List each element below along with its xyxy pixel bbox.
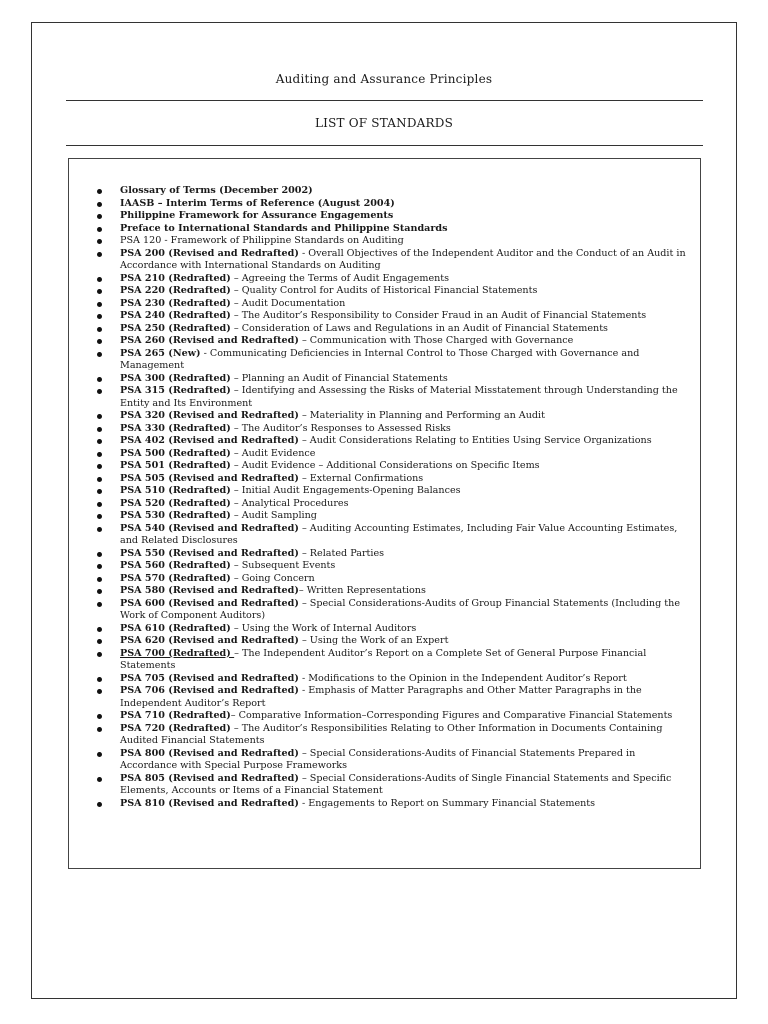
standard-description: – Using the Work of an Expert (298, 635, 449, 646)
standard-code: PSA 600 (Revised and Redrafted) (120, 597, 299, 609)
list-item (69, 373, 700, 386)
bullet-icon (97, 452, 102, 457)
standard-code: PSA 705 (Revised and Redrafted) (120, 672, 299, 684)
bullet-icon (97, 314, 102, 319)
bullet-icon (97, 652, 102, 657)
bullet-icon (97, 639, 102, 644)
list-item (69, 423, 700, 436)
list-item (69, 210, 700, 223)
standard-code: PSA 530 (Redrafted) (120, 510, 231, 521)
standard-code: Glossary of Terms (December 2002) (120, 185, 313, 196)
list-item (69, 798, 700, 811)
standard-code: PSA 210 (Redrafted) (120, 272, 231, 284)
standard-description: - Engagements to Report on Summary Financial Statements (298, 797, 596, 809)
standard-code: PSA 260 (Revised and Redrafted) (120, 335, 299, 346)
bullet-icon (97, 477, 102, 482)
section-divider (66, 145, 703, 146)
standard-code: PSA 710 (Redrafted) (120, 710, 231, 721)
standard-code: PSA 810 (Revised and Redrafted) (120, 797, 299, 809)
standard-code: Philippine Framework for Assurance Engagements (120, 210, 394, 221)
standard-code: PSA 805 (Revised and Redrafted) (120, 772, 299, 784)
standard-description: – Special Considerations-Audits of Group Financial Statements (Including the Work of Component Auditors) (120, 597, 680, 621)
list-item (69, 348, 700, 373)
bullet-icon (97, 727, 102, 732)
standard-description: – Using the Work of Internal Auditors (230, 622, 417, 634)
standard-code: PSA 265 (New) (120, 347, 201, 359)
list-item (69, 710, 700, 723)
standard-code: PSA 200 (Revised and Redrafted) (120, 247, 299, 259)
bullet-icon (97, 552, 102, 557)
standard-description: – The Auditor’s Responsibility to Consider Fraud in an Audit of Financial Statements (230, 310, 647, 321)
bullet-icon (97, 589, 102, 594)
list-item (69, 323, 700, 336)
list-item (69, 623, 700, 636)
standard-code: PSA 300 (Redrafted) (120, 372, 231, 384)
bullet-icon (97, 577, 102, 582)
list-item (69, 410, 700, 423)
standard-description: - Overall Objectives of the Independent Auditor and the Conduct of an Audit in Accordance with International Standards on Auditing (120, 247, 686, 271)
bullet-icon (97, 427, 102, 432)
standard-code: IAASB – Interim Terms of Reference (August 2004) (120, 197, 395, 209)
bullet-icon (97, 752, 102, 757)
bullet-icon (97, 489, 102, 494)
standard-description: – Planning an Audit of Financial Statements (230, 372, 448, 384)
list-item (69, 673, 700, 686)
list-item (69, 723, 700, 748)
standard-code: PSA 330 (Redrafted) (120, 422, 231, 434)
standard-code: PSA 540 (Revised and Redrafted) (120, 522, 299, 534)
list-item (69, 510, 700, 523)
list-item (69, 498, 700, 511)
list-item (69, 573, 700, 586)
standard-code: PSA 240 (Redrafted) (120, 310, 231, 321)
bullet-icon (97, 189, 102, 194)
list-item (69, 748, 700, 773)
standard-description: – Audit Evidence (230, 447, 316, 459)
bullet-icon (97, 464, 102, 469)
standard-description: – Related Parties (298, 547, 385, 559)
standard-code: PSA 520 (Redrafted) (120, 497, 231, 509)
section-title: LIST OF STANDARDS (314, 116, 454, 130)
list-item (69, 585, 700, 598)
standard-code: PSA 706 (Revised and Redrafted) (120, 685, 299, 696)
list-item (69, 273, 700, 286)
list-item (69, 385, 700, 410)
list-item (69, 185, 700, 198)
bullet-icon (97, 602, 102, 607)
standard-description: – Audit Evidence – Additional Considerations on Specific Items (230, 460, 540, 471)
standard-code: PSA 402 (Revised and Redrafted) (120, 435, 299, 446)
bullet-icon (97, 564, 102, 569)
bullet-icon (97, 352, 102, 357)
standard-code: PSA 250 (Redrafted) (120, 322, 231, 334)
standard-code: PSA 220 (Redrafted) (120, 285, 231, 296)
standard-code: PSA 800 (Revised and Redrafted) (120, 747, 299, 759)
bullet-icon (97, 289, 102, 294)
bullet-icon (97, 239, 102, 244)
standard-description: – Agreeing the Terms of Audit Engagements (230, 272, 450, 284)
list-item (69, 685, 700, 710)
standard-description: – The Independent Auditor’s Report on a Complete Set of General Purpose Financial Statements (120, 647, 647, 671)
bullet-icon (97, 777, 102, 782)
bullet-icon (97, 327, 102, 332)
list-item (69, 635, 700, 648)
standard-code: PSA 560 (Redrafted) (120, 560, 231, 571)
standard-code: PSA 720 (Redrafted) (120, 722, 231, 734)
standards-list (69, 185, 700, 810)
standard-description: – The Auditor’s Responses to Assessed Risks (230, 422, 451, 434)
standard-description: – Quality Control for Audits of Historical Financial Statements (230, 285, 538, 296)
bullet-icon (97, 502, 102, 507)
bullet-icon (97, 389, 102, 394)
standard-description: – Initial Audit Engagements-Opening Balances (230, 485, 461, 496)
bullet-icon (97, 627, 102, 632)
standard-description: – Consideration of Laws and Regulations in an Audit of Financial Statements (230, 322, 608, 334)
standard-code: PSA 580 (Revised and Redrafted) (120, 585, 299, 596)
standard-code: PSA 550 (Revised and Redrafted) (120, 547, 299, 559)
list-item (69, 473, 700, 486)
standard-code: PSA 230 (Redrafted) (120, 297, 231, 309)
standard-description: PSA 120 - Framework of Philippine Standards on Auditing (120, 235, 404, 246)
bullet-icon (97, 439, 102, 444)
standard-description: – Audit Documentation (230, 297, 346, 309)
standard-description: – Audit Considerations Relating to Entities Using Service Organizations (298, 435, 652, 446)
bullet-icon (97, 414, 102, 419)
title-divider (66, 100, 703, 101)
standard-description: – The Auditor’s Responsibilities Relating to Other Information in Documents Containing Audited Financial Statements (120, 722, 663, 746)
list-item (69, 335, 700, 348)
standard-code: PSA 570 (Redrafted) (120, 572, 231, 584)
list-item (69, 435, 700, 448)
standard-description: - Modifications to the Opinion in the Independent Auditor’s Report (298, 672, 627, 684)
bullet-icon (97, 252, 102, 257)
standard-code: PSA 620 (Revised and Redrafted) (120, 635, 299, 646)
list-item (69, 198, 700, 211)
standard-description: – Analytical Procedures (230, 497, 349, 509)
bullet-icon (97, 214, 102, 219)
standard-code: PSA 500 (Redrafted) (120, 447, 231, 459)
standard-description: – Comparative Information–Corresponding Figures and Comparative Financial Statements (230, 710, 673, 721)
standard-code: PSA 320 (Revised and Redrafted) (120, 410, 299, 421)
standard-description: – Identifying and Assessing the Risks of Material Misstatement through Understanding the Entity and Its Environment (120, 385, 678, 409)
standard-description: – Subsequent Events (230, 560, 336, 571)
list-item (69, 448, 700, 461)
list-item (69, 235, 700, 248)
bullet-icon (97, 277, 102, 282)
bullet-icon (97, 227, 102, 232)
standard-description: – Materiality in Planning and Performing an Audit (298, 410, 545, 421)
standard-code: PSA 501 (Redrafted) (120, 460, 231, 471)
standard-code: PSA 700 (Redrafted) (120, 647, 235, 659)
bullet-icon (97, 202, 102, 207)
bullet-icon (97, 527, 102, 532)
bullet-icon (97, 514, 102, 519)
standards-list-box (68, 158, 701, 869)
list-item (69, 298, 700, 311)
standard-description: – Written Representations (298, 585, 426, 596)
bullet-icon (97, 377, 102, 382)
standard-description: – Communication with Those Charged with Governance (298, 335, 574, 346)
standard-description: – Special Considerations-Audits of Financial Statements Prepared in Accordance with Special Purpose Frameworks (120, 747, 636, 771)
standard-code: PSA 315 (Redrafted) (120, 385, 231, 396)
list-item (69, 648, 700, 673)
standard-code: PSA 610 (Redrafted) (120, 622, 231, 634)
bullet-icon (97, 339, 102, 344)
bullet-icon (97, 677, 102, 682)
bullet-icon (97, 714, 102, 719)
standard-code: Preface to International Standards and Philippine Standards (120, 222, 448, 234)
list-item (69, 523, 700, 548)
standard-description: – Going Concern (230, 572, 315, 584)
list-item (69, 598, 700, 623)
list-item (69, 548, 700, 561)
list-item (69, 248, 700, 273)
list-item (69, 285, 700, 298)
standard-description: – Audit Sampling (230, 510, 317, 521)
list-item (69, 223, 700, 236)
document-title: Auditing and Assurance Principles (275, 72, 493, 86)
list-item (69, 560, 700, 573)
list-item (69, 310, 700, 323)
bullet-icon (97, 689, 102, 694)
standard-code: PSA 505 (Revised and Redrafted) (120, 472, 299, 484)
standard-description: - Emphasis of Matter Paragraphs and Other Matter Paragraphs in the Independent Auditor’s Report (120, 685, 642, 709)
standard-description: – External Confirmations (298, 472, 424, 484)
bullet-icon (97, 302, 102, 307)
list-item (69, 773, 700, 798)
standard-description: - Communicating Deficiencies in Internal Control to Those Charged with Governance and Management (120, 347, 640, 371)
list-item (69, 485, 700, 498)
standard-description: – Auditing Accounting Estimates, Including Fair Value Accounting Estimates, and Related Disclosures (120, 522, 678, 546)
standard-code: PSA 510 (Redrafted) (120, 485, 231, 496)
bullet-icon (97, 802, 102, 807)
standard-description: – Special Considerations-Audits of Single Financial Statements and Specific Elements, Accounts or Items of a Financial Statement (120, 772, 672, 796)
list-item (69, 460, 700, 473)
